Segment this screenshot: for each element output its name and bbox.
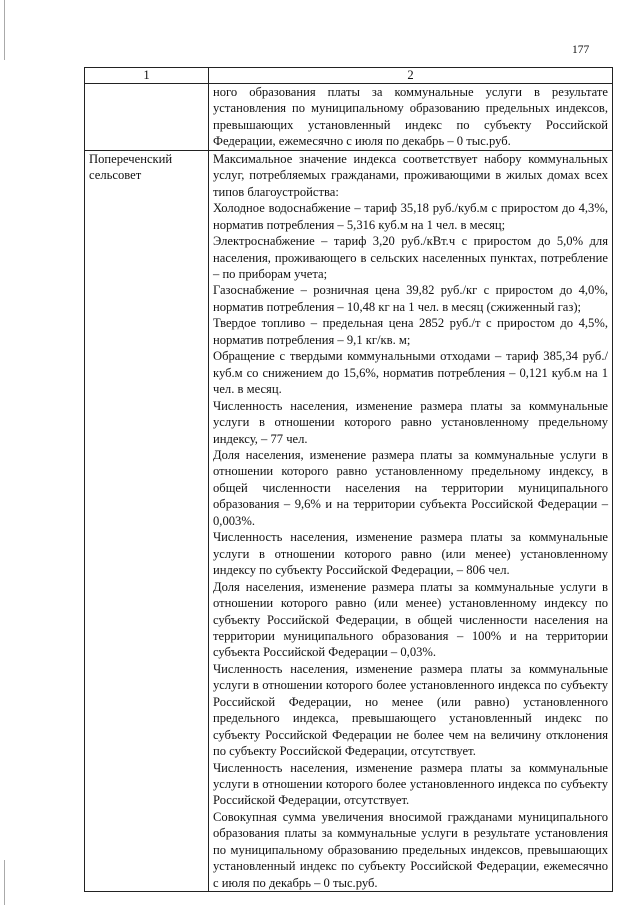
header-cell-1: 1 [85,68,209,84]
paragraph: Холодное водоснабжение – тариф 35,18 руб./куб.м с приростом до 4,3%, норматив потребления – 5,316 куб.м на 1 чел. в месяц; [213,201,608,232]
paragraph: Численность населения, изменение размера платы за коммунальные услуги в отношении которого равно (или менее) установленному индексу по субъекту Российской Федерации, – 806 чел. [213,530,608,578]
paragraph: Совокупная сумма увеличения вносимой гражданами муниципального образования платы за коммунальные услуги в результате установления по муниципальному образованию предельных индексов, превышающих установленный индекс по субъекту Российской Федерации, ежемесячно с июля по декабрь – 0 тыс.руб. [213,809,608,890]
paragraph: ного образования платы за коммунальные услуги в результате установления по муниципальному образованию предельных индексов, превышающих установленный индекс по субъекту Российской Федерации, ежемесячно с июля по декабрь – 0 тыс.руб. [213,85,608,149]
municipality-cell [85,84,209,151]
municipal-index-table [84,67,613,892]
paragraph: Доля населения, изменение размера платы за коммунальные услуги в отношении которого равно (или менее) установленному индексу по субъекту Российской Федерации, в общей численности населения на территории муниципального образования – 100% и на территории субъекта Российской Федерации – 0,03%. [213,579,608,660]
table-row [85,84,613,151]
table-row [85,150,613,891]
municipality-cell [85,150,209,891]
paragraph: Максимальное значение индекса соответствует набору коммунальных услуг, потребляемых гражданами, проживающими в жилых домах всех типов благоустройства: [213,151,608,199]
page-number: 177 [572,44,590,56]
paragraph: Обращение с твердыми коммунальными отходами – тариф 385,34 руб./куб.м со снижением до 15,6%, норматив потребления – 0,121 куб.м на 1 чел. в месяц. [213,349,608,397]
paragraph: Численность населения, изменение размера платы за коммунальные услуги в отношении которого более установленного индекса по субъекту Российской Федерации, отсутствует. [213,760,608,808]
description-cell [209,84,613,151]
paragraph: Электроснабжение – тариф 3,20 руб./кВт.ч с приростом до 5,0% для населения, проживающего в сельских населенных пунктах, потребление – по приборам учета; [213,234,608,281]
municipality-name-line: Попереченский [89,151,173,166]
paragraph: Твердое топливо – предельная цена 2852 руб./т с приростом до 4,5%, норматив потребления – 9,1 кг/кв. м; [213,316,608,347]
header-cell-2: 2 [209,68,613,84]
paragraph: Газоснабжение – розничная цена 39,82 руб./кг с приростом до 4,0%, норматив потребления – 10,48 кг на 1 чел. в месяц (сжиженный газ); [213,283,608,314]
municipality-name-line: сельсовет [89,168,142,183]
paragraph: Доля населения, изменение размера платы за коммунальные услуги в отношении которого равно установленному предельному индексу, в общей численности населения на территории муниципального образования – 9,6% и на территории субъекта Российской Федерации – 0,003%. [213,447,608,528]
table-header-row [85,68,613,84]
scan-edge-mark [4,0,5,60]
scan-edge-mark [4,860,5,905]
paragraph: Численность населения, изменение размера платы за коммунальные услуги в отношении которого равно установленному предельному индексу, – 77 чел. [213,398,608,446]
description-cell [209,150,613,891]
paragraph: Численность населения, изменение размера платы за коммунальные услуги в отношении которого более установленного индекса по субъекту Российской Федерации, но менее (или равно) установленного предельного индекса, превышающего установленный индекс по субъекту Российской Федерации не более чем на величину отклонения по субъекту Российской Федерации, отсутствует. [213,661,608,759]
